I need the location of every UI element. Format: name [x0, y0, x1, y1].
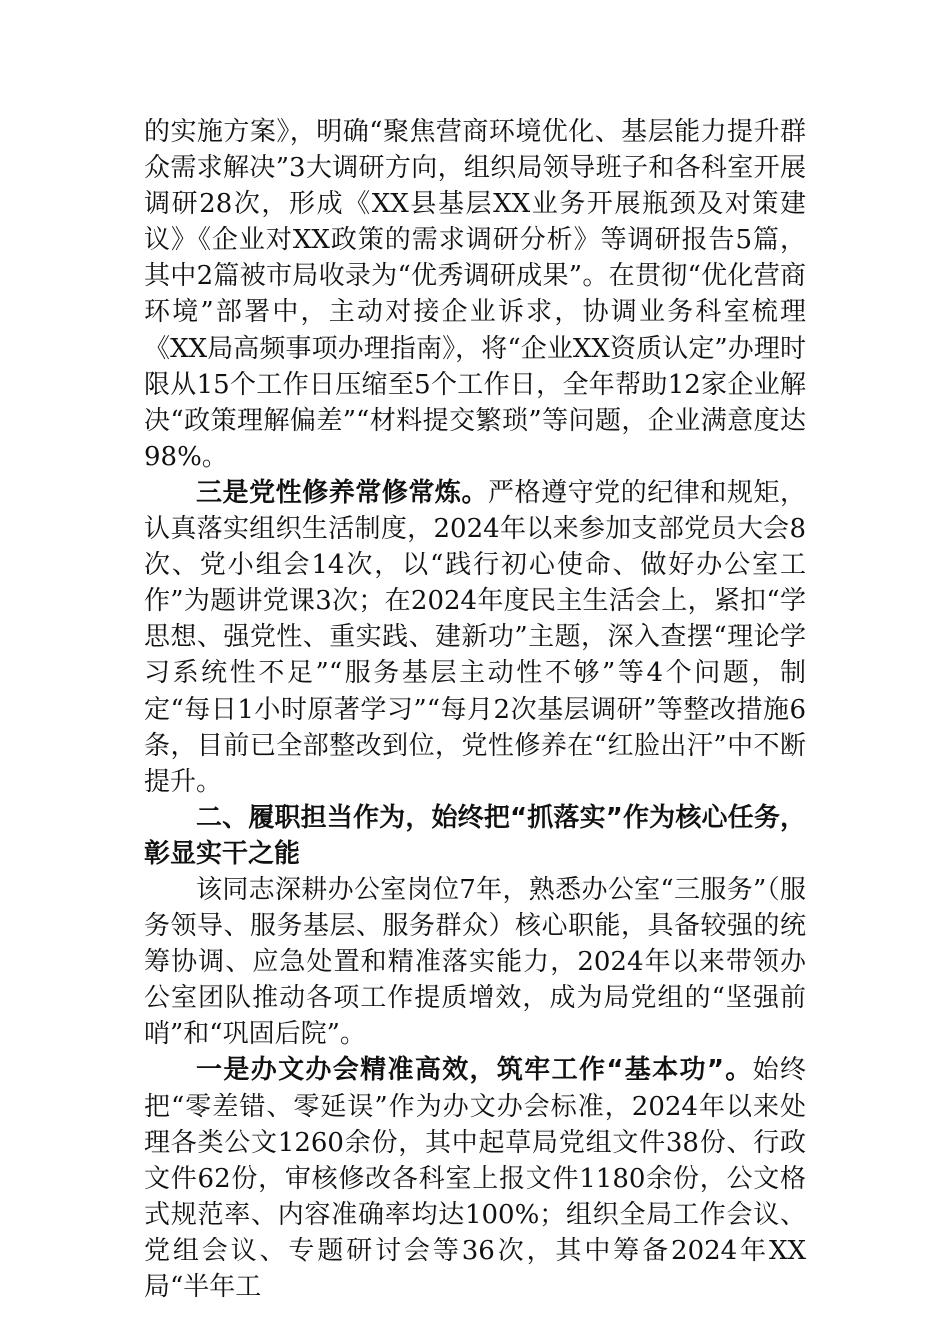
document-page	[144, 114, 806, 1305]
paragraph-body-document-meetings: 始终把“零差错、零延误”作为办文办会标准，2024年以来处理各类公文1260余份，其中起草局党组文件38份、行政文件62份，审核修改各科室上报文件1180余份，公文格式规范率、内容准确率均达100%；组织全局工作会议、党组会议、专题研讨会等36次，其中筹备2024年XX局“半年工	[144, 1055, 806, 1302]
paragraph-office-role: 该同志深耕办公室岗位7年，熟悉办公室“三服务”（服务领导、服务基层、服务群众）核心职能，具备较强的统筹协调、应急处置和精准落实能力，2024年以来带领办公室团队推动各项工作提质增效，成为局党组的“坚强前哨”和“巩固后院”。	[144, 874, 806, 1050]
paragraph-lead-party-cultivation: 三是党性修养常修常炼。	[196, 477, 488, 508]
paragraph-party-cultivation	[144, 475, 806, 800]
section-heading-two: 二、履职担当作为，始终把“抓落实”作为核心任务，彰显实干之能	[144, 802, 806, 869]
paragraph-document-meetings	[144, 1052, 806, 1305]
paragraph-body-party-cultivation: 严格遵守党的纪律和规矩，认真落实组织生活制度，2024年以来参加支部党员大会8次、党小组会14次，以“践行初心使命、做好办公室工作”为题讲党课3次；在2024年度民主生活会上，紧扣“学思想、强党性、重实践、建新功”主题，深入查摆“理论学习系统性不足”“服务基层主动性不够”等4个问题，制定“每日1小时原著学习”“每月2次基层调研”等整改措施6条，目前已全部整改到位，党性修养在“红脸出汗”中不断提升。	[144, 477, 806, 797]
paragraph-lead-document-meetings: 一是办文办会精准高效，筑牢工作“基本功”。	[196, 1055, 753, 1086]
paragraph-research-outcomes: 的实施方案》，明确“聚焦营商环境优化、基层能力提升群众需求解决”3大调研方向，组织局领导班子和各科室开展调研28次，形成《XX县基层XX业务开展瓶颈及对策建议》《企业对XX政策的需求调研分析》等调研报告5篇，其中2篇被市局收录为“优秀调研成果”。在贯彻“优化营商环境”部署中，主动对接企业诉求，协调业务科室梳理《XX局高频事项办理指南》，将“企业XX资质认定”办理时限从15个工作日压缩至5个工作日，全年帮助12家企业解决“政策理解偏差”“材料提交繁琐”等问题，企业满意度达98%。	[144, 117, 806, 472]
